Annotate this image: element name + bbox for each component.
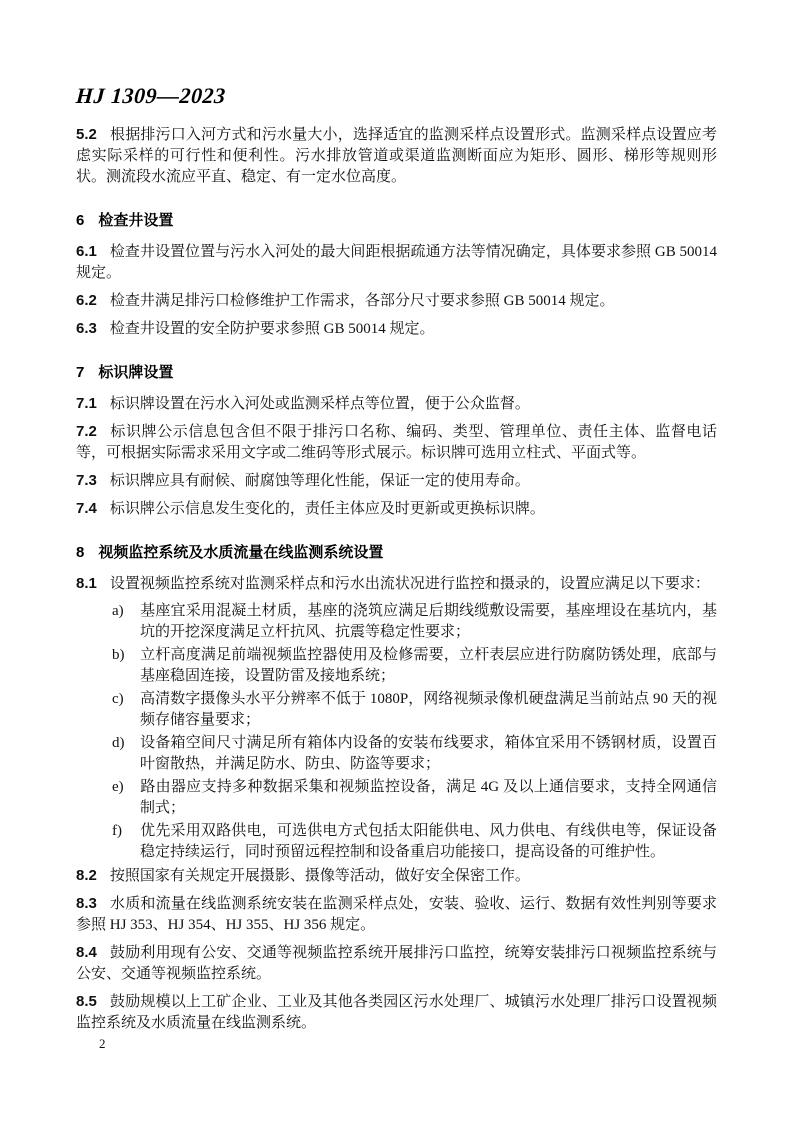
item-letter: e) (112, 779, 124, 795)
list-item-d (76, 733, 717, 775)
list-item-a (76, 601, 717, 643)
clause-number: 6.2 (76, 292, 97, 309)
clause-text: 标识牌应具有耐候、耐腐蚀等理化性能，保证一定的使用寿命。 (109, 473, 530, 489)
section-number: 8 (76, 544, 85, 561)
item-text: 基座宜采用混凝土材质，基座的浇筑应满足后期线缆敷设需要，基座埋设在基坑内，基坑的开挖深度满足立杆抗风、抗震等稳定性要求； (140, 603, 717, 640)
item-letter: f) (112, 823, 122, 839)
item-text: 高清数字摄像头水平分辨率不低于 1080P，网络视频录像机硬盘满足当前站点 90 天的视频存储容量要求； (140, 691, 717, 728)
item-text: 路由器应支持多种数据采集和视频监控设备，满足 4G 及以上通信要求，支持全网通信制式； (140, 779, 717, 816)
section-title: 检查井设置 (98, 212, 174, 229)
clause-text: 设置视频监控系统对监测采样点和污水出流状况进行监控和摄录的，设置应满足以下要求： (109, 576, 710, 592)
clause-text: 鼓励利用现有公安、交通等视频监控系统开展排污口监控，统筹安装排污口视频监控系统与公安、交通等视频监控系统。 (76, 945, 717, 982)
clause-number: 8.1 (76, 575, 97, 592)
clause-text: 检查井设置位置与污水入河处的最大间距根据疏通方法等情况确定，具体要求参照 GB 50014 规定。 (76, 244, 717, 281)
section-heading-6 (76, 210, 717, 231)
item-text: 设备箱空间尺寸满足所有箱体内设备的安装布线要求，箱体宜采用不锈钢材质，设置百叶窗散热，并满足防水、防虫、防盗等要求； (140, 735, 717, 772)
clause-text: 鼓励规模以上工矿企业、工业及其他各类园区污水处理厂、城镇污水处理厂排污口设置视频监控系统及水质流量在线监测系统。 (76, 994, 717, 1031)
standard-number-logo: HJ 1309—2023 (75, 83, 227, 108)
clause-text: 标识牌公示信息包含但不限于排污口名称、编码、类型、管理单位、责任主体、监督电话等，可根据实际需求采用文字或二维码等形式展示。标识牌可选用立柱式、平面式等。 (76, 424, 717, 461)
clause-6-2 (76, 290, 717, 312)
clause-number: 7.4 (76, 500, 97, 517)
list-item-b (76, 645, 717, 687)
clause-8-1 (76, 573, 717, 595)
clause-6-1 (76, 241, 717, 284)
clause-number: 8.2 (76, 867, 97, 884)
page-number: 2 (99, 1036, 106, 1051)
item-letter: b) (112, 647, 125, 663)
clause-number: 7.1 (76, 395, 97, 412)
item-letter: c) (112, 691, 124, 707)
section-heading-7 (76, 362, 717, 383)
clause-number: 8.4 (76, 944, 97, 961)
clause-text: 根据排污口入河方式和污水量大小，选择适宜的监测采样点设置形式。监测采样点设置应考虑实际采样的可行性和便利性。污水排放管道或渠道监测断面应为矩形、圆形、梯形等规则形状。测流段水流应平直、稳定、有一定水位高度。 (76, 127, 717, 185)
clause-text: 检查井满足排污口检修维护工作需求，各部分尺寸要求参照 GB 50014 规定。 (109, 293, 615, 309)
clause-number: 8.5 (76, 993, 97, 1010)
clause-number: 6.1 (76, 243, 97, 260)
clause-text: 检查井设置的安全防护要求参照 GB 50014 规定。 (109, 321, 435, 337)
clause-8-4 (76, 942, 717, 985)
clause-5-2 (76, 124, 717, 188)
section-heading-8 (76, 542, 717, 563)
clause-number: 7.3 (76, 472, 97, 489)
list-item-f (76, 821, 717, 863)
clause-8-2 (76, 865, 717, 887)
clause-8-3 (76, 893, 717, 936)
section-title: 视频监控系统及水质流量在线监测系统设置 (98, 544, 384, 561)
clause-text: 按照国家有关规定开展摄影、摄像等活动，做好安全保密工作。 (109, 868, 530, 884)
clause-number: 5.2 (76, 126, 97, 143)
clause-text: 水质和流量在线监测系统安装在监测采样点处，安装、验收、运行、数据有效性判别等要求参照 HJ 353、HJ 354、HJ 355、HJ 356 规定。 (76, 896, 717, 933)
clause-6-3 (76, 318, 717, 340)
item-letter: a) (112, 603, 124, 619)
clause-7-2 (76, 421, 717, 464)
clause-7-3 (76, 470, 717, 492)
item-letter: d) (112, 735, 125, 751)
clause-number: 8.3 (76, 895, 97, 912)
list-item-c (76, 689, 717, 731)
clause-number: 7.2 (76, 423, 97, 440)
page-content (76, 84, 717, 1040)
item-text: 立杆高度满足前端视频监控器使用及检修需要，立杆表层应进行防腐防锈处理，底部与基座稳固连接，设置防雷及接地系统； (140, 647, 717, 684)
list-item-e (76, 777, 717, 819)
section-number: 6 (76, 212, 85, 229)
section-number: 7 (76, 364, 85, 381)
clause-text: 标识牌公示信息发生变化的，责任主体应及时更新或更换标识牌。 (109, 501, 545, 517)
section-title: 标识牌设置 (98, 364, 174, 381)
clause-number: 6.3 (76, 320, 97, 337)
clause-text: 标识牌设置在污水入河处或监测采样点等位置，便于公众监督。 (109, 396, 530, 412)
item-text: 优先采用双路供电，可选供电方式包括太阳能供电、风力供电、有线供电等，保证设备稳定持续运行，同时预留远程控制和设备重启功能接口，提高设备的可维护性。 (140, 823, 717, 860)
clause-8-5 (76, 991, 717, 1034)
clause-7-4 (76, 498, 717, 520)
clause-7-1 (76, 393, 717, 415)
